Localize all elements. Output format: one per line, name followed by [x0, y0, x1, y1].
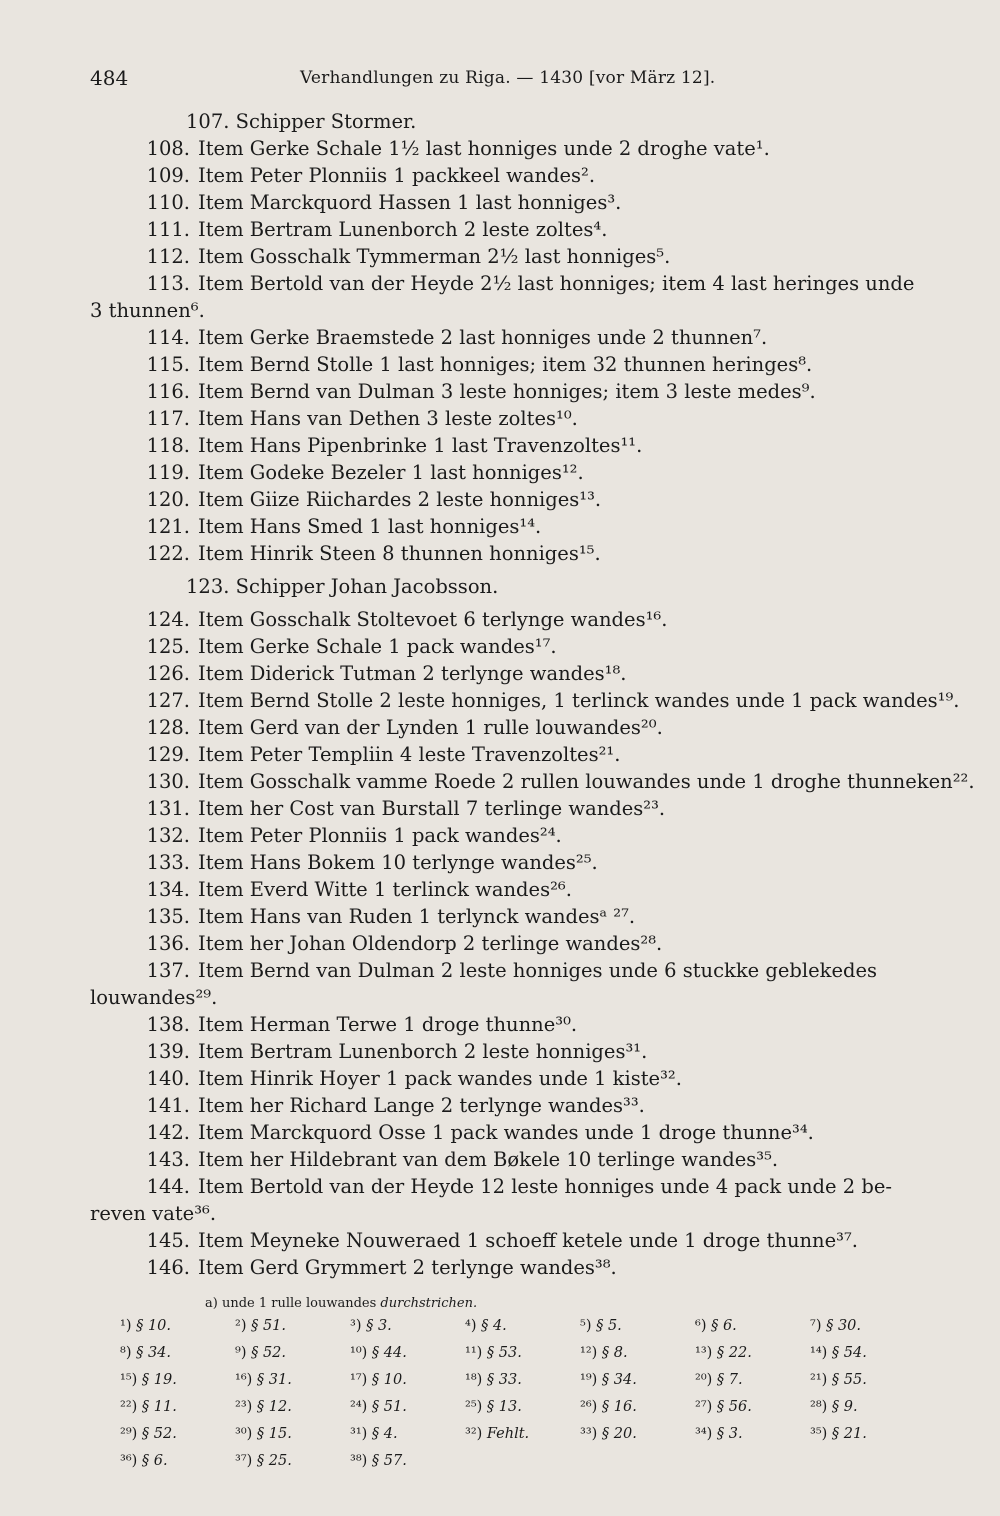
entry-continuation	[90, 984, 900, 1011]
entry-line	[90, 216, 900, 243]
entry-line	[90, 876, 900, 903]
footnote	[810, 1318, 861, 1334]
page-number: 484	[90, 66, 129, 90]
footnote	[580, 1399, 637, 1415]
footnote	[810, 1372, 867, 1388]
footnote	[235, 1318, 286, 1334]
entry-number: 108.	[146, 137, 190, 160]
footnote	[465, 1372, 522, 1388]
footnote-marker: ³⁰)	[235, 1426, 253, 1442]
entry-line	[90, 714, 900, 741]
footnote-marker: ⁵)	[580, 1318, 592, 1334]
entry-text: Item her Johan Oldendorp 2 terlinge wandes²⁸.	[198, 932, 663, 955]
footnote-reference: § 6.	[141, 1453, 168, 1469]
footnote	[810, 1345, 867, 1361]
footnote-marker: ³²)	[465, 1426, 483, 1442]
page-header	[90, 66, 910, 96]
entry-text: Item Bertold van der Heyde 2½ last honniges; item 4 last heringes unde	[198, 272, 915, 295]
footnote-marker: ²¹)	[810, 1372, 828, 1388]
entry-text: Item Giize Riichardes 2 leste honniges¹³.	[198, 488, 602, 511]
entry-line	[90, 1173, 900, 1200]
footnote	[695, 1372, 743, 1388]
entry-text: Item Bernd Stolle 2 leste honniges, 1 terlinck wandes unde 1 pack wandes¹⁹.	[198, 689, 960, 712]
footnote-reference: § 12.	[256, 1399, 292, 1415]
footnote	[350, 1345, 407, 1361]
entry-continuation	[90, 1200, 900, 1227]
footnote-reference: § 52.	[141, 1426, 177, 1442]
footnote-reference: § 56.	[716, 1399, 752, 1415]
entry-text: Item Gerke Schale 1 pack wandes¹⁷.	[198, 635, 557, 658]
footnote-a	[205, 1296, 477, 1311]
entry-text: Item Godeke Bezeler 1 last honniges¹².	[198, 461, 584, 484]
footnote-row	[120, 1345, 920, 1367]
entry-number: 140.	[146, 1067, 190, 1090]
entry-list	[90, 108, 975, 1281]
entry-text: Item Gerd van der Lynden 1 rulle louwandes²⁰.	[198, 716, 663, 739]
footnote-marker: ²⁰)	[695, 1372, 713, 1388]
entry-number: 110.	[146, 191, 190, 214]
footnote-reference: § 4.	[481, 1318, 507, 1334]
entry-number: 130.	[146, 770, 190, 793]
entry-text: Item Meyneke Nouweraed 1 schoeff ketele unde 1 droge thunne³⁷.	[198, 1229, 858, 1252]
footnote	[695, 1345, 752, 1361]
entry-text: Item Herman Terwe 1 droge thunne³⁰.	[198, 1013, 578, 1036]
entry-text: Item Bernd Stolle 1 last honniges; item 32 thunnen heringes⁸.	[198, 353, 813, 376]
entry-line	[90, 1011, 900, 1038]
footnote-marker: ¹³)	[695, 1345, 713, 1361]
footnote-marker: ⁴)	[465, 1318, 477, 1334]
entry-line	[90, 633, 900, 660]
footnote-reference: § 52.	[251, 1345, 287, 1361]
footnote-marker: ¹⁵)	[120, 1372, 138, 1388]
footnote-marker: ³⁸)	[350, 1453, 368, 1469]
footnote-marker: ²⁶)	[580, 1399, 598, 1415]
footnote-reference: § 31.	[256, 1372, 292, 1388]
footnote	[120, 1399, 177, 1415]
entry-continuation-text: 3 thunnen⁶.	[90, 299, 205, 322]
footnote	[235, 1345, 286, 1361]
footnote	[810, 1399, 858, 1415]
footnote-marker: ³)	[350, 1318, 362, 1334]
footnote-reference: § 4.	[371, 1426, 398, 1442]
footnote-reference: § 53.	[486, 1345, 522, 1361]
entry-number: 122.	[146, 542, 190, 565]
entry-number: 134.	[146, 878, 190, 901]
entry-line	[90, 1038, 900, 1065]
entry-continuation-text: louwandes²⁹.	[90, 986, 218, 1009]
footnote-marker: ²⁷)	[695, 1399, 713, 1415]
footnote-marker: ²²)	[120, 1399, 138, 1415]
entry-text: Item her Cost van Burstall 7 terlinge wandes²³.	[198, 797, 666, 820]
entry-line	[90, 660, 900, 687]
entry-number: 146.	[146, 1256, 190, 1279]
entry-number: 127.	[146, 689, 190, 712]
entry-line	[90, 405, 900, 432]
entry-line	[90, 687, 960, 714]
footnote-reference: § 6.	[711, 1318, 737, 1334]
footnote-marker: ¹⁶)	[235, 1372, 253, 1388]
entry-number: 111.	[146, 218, 190, 241]
footnote	[580, 1318, 622, 1334]
footnote-reference: § 51.	[251, 1318, 287, 1334]
entry-continuation-text: reven vate³⁶.	[90, 1202, 217, 1225]
footnote-marker: ²⁵)	[465, 1399, 483, 1415]
footnote-reference: Fehlt.	[486, 1426, 530, 1442]
footnote-reference: § 25.	[256, 1453, 292, 1469]
entry-number: 132.	[146, 824, 190, 847]
entry-line	[90, 1254, 900, 1281]
footnote-reference: § 16.	[601, 1399, 637, 1415]
entry-text: Item Hinrik Steen 8 thunnen honniges¹⁵.	[198, 542, 601, 565]
footnote	[465, 1318, 507, 1334]
footnote-reference: § 3.	[716, 1426, 743, 1442]
entry-text: Item Gerke Schale 1½ last honniges unde 2 droghe vate¹.	[198, 137, 770, 160]
ship-heading	[90, 108, 900, 135]
footnote-reference: § 13.	[486, 1399, 522, 1415]
footnote	[235, 1399, 292, 1415]
footnote-reference: § 5.	[596, 1318, 622, 1334]
entry-continuation	[90, 297, 900, 324]
footnote-marker: ³⁴)	[695, 1426, 713, 1442]
footnote-marker: ³³)	[580, 1426, 598, 1442]
entry-number: 133.	[146, 851, 190, 874]
entry-text: Item Hans van Ruden 1 terlynck wandesᵃ ²⁷.	[198, 905, 636, 928]
entry-line	[90, 606, 900, 633]
entry-line	[90, 432, 900, 459]
footnote-reference: § 55.	[831, 1372, 867, 1388]
footnote-reference: § 22.	[716, 1345, 752, 1361]
footnote	[465, 1399, 522, 1415]
entry-line	[90, 768, 975, 795]
entry-number: 119.	[146, 461, 190, 484]
footnote-marker: ⁶)	[695, 1318, 707, 1334]
ship-heading	[90, 573, 900, 600]
entry-number: 112.	[146, 245, 190, 268]
footnote-reference: § 19.	[141, 1372, 177, 1388]
footnote	[120, 1372, 177, 1388]
entry-number: 113.	[146, 272, 190, 295]
footnote-marker: ¹⁸)	[465, 1372, 483, 1388]
footnote-reference: § 10.	[371, 1372, 407, 1388]
entry-text: Item Peter Plonniis 1 pack wandes²⁴.	[198, 824, 562, 847]
entry-line	[90, 930, 900, 957]
footnote	[695, 1318, 737, 1334]
entry-text: Item Everd Witte 1 terlinck wandes²⁶.	[198, 878, 572, 901]
entry-line	[90, 459, 900, 486]
entry-line	[90, 135, 900, 162]
footnote-marker: ³⁶)	[120, 1453, 138, 1469]
entry-line	[90, 189, 900, 216]
entry-line	[90, 486, 900, 513]
entry-number: 121.	[146, 515, 190, 538]
entry-text: Item Hans Smed 1 last honniges¹⁴.	[198, 515, 542, 538]
entry-line	[90, 1065, 900, 1092]
footnote-marker: ¹⁴)	[810, 1345, 828, 1361]
footnote-marker: ⁸)	[120, 1345, 132, 1361]
footnote-marker: ²³)	[235, 1399, 253, 1415]
entry-text: Item Gosschalk vamme Roede 2 rullen louwandes unde 1 droghe thunneken²².	[198, 770, 975, 793]
footnote-marker: ²)	[235, 1318, 247, 1334]
entry-number: 118.	[146, 434, 190, 457]
entry-line	[90, 849, 900, 876]
footnote-reference: § 54.	[831, 1345, 867, 1361]
footnote-marker: ²⁸)	[810, 1399, 828, 1415]
entry-number: 139.	[146, 1040, 190, 1063]
footnote-row	[120, 1399, 920, 1421]
entry-line	[90, 1227, 900, 1254]
footnote-reference: § 11.	[141, 1399, 177, 1415]
footnote	[350, 1318, 392, 1334]
footnote-reference: § 21.	[831, 1426, 867, 1442]
footnote-marker: ¹¹)	[465, 1345, 483, 1361]
entry-line	[90, 324, 900, 351]
footnote	[235, 1453, 292, 1469]
entry-line	[90, 741, 900, 768]
footnote-marker: ²⁹)	[120, 1426, 138, 1442]
footnote-a-text: a) unde 1 rulle louwandes	[205, 1296, 381, 1311]
footnote	[235, 1372, 292, 1388]
footnote-row	[120, 1372, 920, 1394]
footnote-reference: § 33.	[486, 1372, 522, 1388]
footnote-reference: § 57.	[371, 1453, 407, 1469]
entry-number: 109.	[146, 164, 190, 187]
entry-text: Item Bertram Lunenborch 2 leste honniges³¹.	[198, 1040, 648, 1063]
footnote-marker: ³⁷)	[235, 1453, 253, 1469]
footnote-reference: § 20.	[601, 1426, 637, 1442]
footnote-marker: ⁹)	[235, 1345, 247, 1361]
entry-text: Item Bertram Lunenborch 2 leste zoltes⁴.	[198, 218, 608, 241]
entry-text: Item Marckquord Hassen 1 last honniges³.	[198, 191, 622, 214]
entry-number: 114.	[146, 326, 190, 349]
entry-number: 128.	[146, 716, 190, 739]
footnote-reference: § 9.	[831, 1399, 858, 1415]
entry-text: Item Gosschalk Stoltevoet 6 terlynge wandes¹⁶.	[198, 608, 668, 631]
entry-line	[90, 270, 915, 297]
footnote-reference: § 10.	[136, 1318, 172, 1334]
entry-text: Item her Richard Lange 2 terlynge wandes³³.	[198, 1094, 645, 1117]
footnote	[580, 1426, 637, 1442]
footnote-reference: § 3.	[366, 1318, 392, 1334]
entry-number: 117.	[146, 407, 190, 430]
entry-line	[90, 957, 900, 984]
footnote-reference: § 7.	[716, 1372, 743, 1388]
footnote	[120, 1426, 177, 1442]
entry-text: Item Bernd van Dulman 2 leste honniges unde 6 stuckke geblekedes	[198, 959, 878, 982]
entry-text: Item Hans Pipenbrinke 1 last Travenzoltes¹¹.	[198, 434, 643, 457]
footnote-marker: ³⁵)	[810, 1426, 828, 1442]
footnote-reference: § 30.	[826, 1318, 862, 1334]
entry-line	[90, 540, 900, 567]
footnote	[120, 1318, 171, 1334]
entry-number: 129.	[146, 743, 190, 766]
footnote	[580, 1372, 637, 1388]
entry-text: Item her Hildebrant van dem Bøkele 10 terlinge wandes³⁵.	[198, 1148, 779, 1171]
entry-text: Item Marckquord Osse 1 pack wandes unde 1 droge thunne³⁴.	[198, 1121, 814, 1144]
entry-text: Item Gerke Braemstede 2 last honniges unde 2 thunnen⁷.	[198, 326, 768, 349]
footnote-marker: ¹)	[120, 1318, 132, 1334]
footnote-reference: § 15.	[256, 1426, 292, 1442]
footnote	[695, 1426, 743, 1442]
entry-text: Item Hinrik Hoyer 1 pack wandes unde 1 kiste³².	[198, 1067, 682, 1090]
footnote	[465, 1345, 522, 1361]
footnote	[120, 1453, 168, 1469]
entry-line	[90, 243, 900, 270]
entry-line	[90, 903, 900, 930]
footnote	[350, 1399, 407, 1415]
entry-text: Item Gosschalk Tymmerman 2½ last honniges⁵.	[198, 245, 671, 268]
footnote	[465, 1426, 529, 1442]
running-head: Verhandlungen zu Riga. — 1430 [vor März 12].	[300, 68, 716, 88]
footnote	[695, 1399, 752, 1415]
footnote-reference: § 34.	[601, 1372, 637, 1388]
entry-number: 143.	[146, 1148, 190, 1171]
entry-number: 115.	[146, 353, 190, 376]
footnote	[350, 1453, 407, 1469]
footnote-marker: ⁷)	[810, 1318, 822, 1334]
entry-text: Item Hans Bokem 10 terlynge wandes²⁵.	[198, 851, 598, 874]
entry-line	[90, 795, 900, 822]
footnote-row	[120, 1318, 920, 1340]
entry-line	[90, 1092, 900, 1119]
footnote-row	[120, 1426, 920, 1448]
entry-number: 142.	[146, 1121, 190, 1144]
entry-text: Item Peter Plonniis 1 packkeel wandes².	[198, 164, 596, 187]
entry-text: Item Bernd van Dulman 3 leste honniges; item 3 leste medes⁹.	[198, 380, 816, 403]
footnote-row	[120, 1453, 920, 1475]
footnote-reference: § 51.	[371, 1399, 407, 1415]
entry-number: 120.	[146, 488, 190, 511]
entry-number: 145.	[146, 1229, 190, 1252]
ship-heading-text: 107. Schipper Stormer.	[186, 110, 417, 133]
entry-line	[90, 822, 900, 849]
entry-text: Item Hans van Dethen 3 leste zoltes¹⁰.	[198, 407, 578, 430]
entry-text: Item Bertold van der Heyde 12 leste honniges unde 4 pack unde 2 be-	[198, 1175, 892, 1198]
entry-text: Item Peter Templiin 4 leste Travenzoltes²¹.	[198, 743, 621, 766]
entry-number: 137.	[146, 959, 190, 982]
footnote	[120, 1345, 171, 1361]
entry-number: 131.	[146, 797, 190, 820]
entry-line	[90, 162, 900, 189]
footnote-marker: ¹⁷)	[350, 1372, 368, 1388]
footnote	[235, 1426, 292, 1442]
entry-number: 126.	[146, 662, 190, 685]
footnote	[350, 1426, 398, 1442]
entry-line	[90, 378, 900, 405]
footnote	[350, 1372, 407, 1388]
entry-line	[90, 513, 900, 540]
entry-line	[90, 1119, 900, 1146]
entry-line	[90, 1146, 900, 1173]
entry-number: 136.	[146, 932, 190, 955]
ship-heading-text: 123. Schipper Johan Jacobsson.	[186, 575, 499, 598]
footnote	[580, 1345, 628, 1361]
footnote-reference: § 8.	[601, 1345, 628, 1361]
footnote-reference: § 34.	[136, 1345, 172, 1361]
footnote-a-italic: durchstrichen.	[380, 1296, 478, 1311]
entry-number: 125.	[146, 635, 190, 658]
entry-line	[90, 351, 900, 378]
entry-text: Item Diderick Tutman 2 terlynge wandes¹⁸.	[198, 662, 627, 685]
footnote-marker: ³¹)	[350, 1426, 368, 1442]
entry-number: 135.	[146, 905, 190, 928]
footnote-marker: ¹⁹)	[580, 1372, 598, 1388]
entry-number: 138.	[146, 1013, 190, 1036]
entry-number: 144.	[146, 1175, 190, 1198]
entry-number: 124.	[146, 608, 190, 631]
footnote-marker: ¹²)	[580, 1345, 598, 1361]
footnote	[810, 1426, 867, 1442]
entry-number: 116.	[146, 380, 190, 403]
entry-number: 141.	[146, 1094, 190, 1117]
footnote-reference: § 44.	[371, 1345, 407, 1361]
footnote-marker: ²⁴)	[350, 1399, 368, 1415]
entry-text: Item Gerd Grymmert 2 terlynge wandes³⁸.	[198, 1256, 617, 1279]
footnote-marker: ¹⁰)	[350, 1345, 368, 1361]
